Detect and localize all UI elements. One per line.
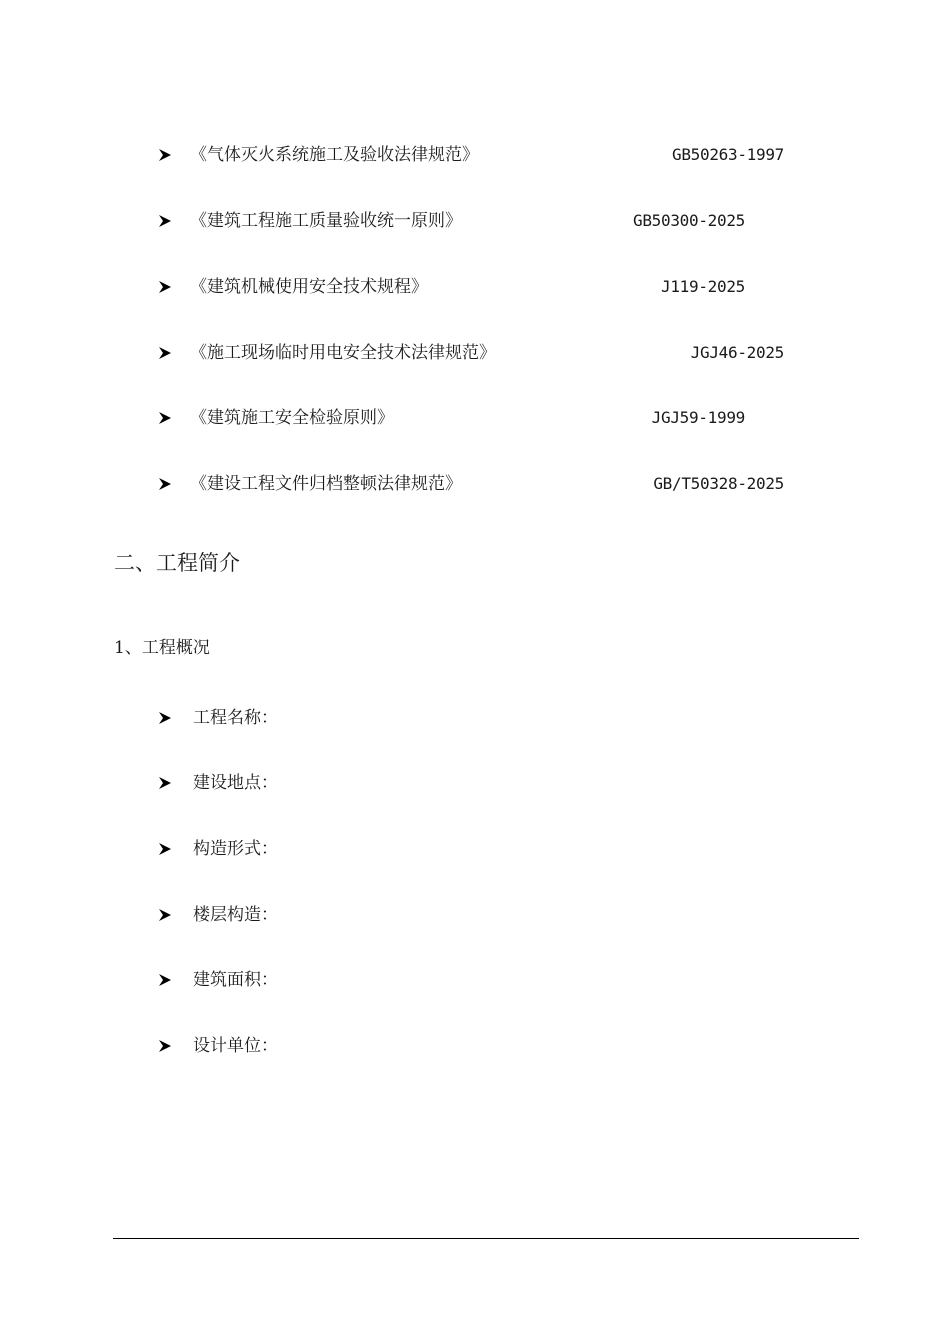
standard-item bbox=[0, 209, 950, 239]
project-field bbox=[0, 771, 950, 801]
field-label: 楼层构造： bbox=[193, 905, 278, 925]
field-label: 建设地点： bbox=[193, 773, 278, 793]
standard-code: GB50263-1997 bbox=[672, 145, 784, 164]
standard-code: JGJ59-1999 bbox=[651, 408, 745, 427]
standard-title: 《建筑机械使用安全技术规程》 bbox=[190, 277, 428, 297]
arrow-bullet-icon bbox=[158, 280, 172, 294]
arrow-bullet-icon bbox=[158, 477, 172, 491]
standard-code: GB/T50328-2025 bbox=[653, 474, 784, 493]
project-field bbox=[0, 1034, 950, 1064]
standard-item bbox=[0, 406, 950, 436]
standard-item bbox=[0, 143, 950, 173]
arrow-bullet-icon bbox=[158, 908, 172, 922]
field-label: 建筑面积： bbox=[193, 970, 278, 990]
project-field bbox=[0, 837, 950, 867]
arrow-bullet-icon bbox=[158, 346, 172, 360]
standard-item bbox=[0, 275, 950, 305]
project-field bbox=[0, 968, 950, 998]
field-label: 设计单位： bbox=[193, 1036, 278, 1056]
standard-item bbox=[0, 341, 950, 371]
arrow-bullet-icon bbox=[158, 842, 172, 856]
arrow-bullet-icon bbox=[158, 973, 172, 987]
standard-title: 《建筑工程施工质量验收统一原则》 bbox=[190, 211, 462, 231]
standard-item bbox=[0, 472, 950, 502]
section-heading: 二、工程简介 bbox=[114, 551, 240, 575]
standard-title: 《建设工程文件归档整顿法律规范》 bbox=[190, 474, 462, 494]
standard-title: 《施工现场临时用电安全技术法律规范》 bbox=[190, 343, 496, 363]
arrow-bullet-icon bbox=[158, 711, 172, 725]
standard-code: J119-2025 bbox=[661, 277, 745, 296]
arrow-bullet-icon bbox=[158, 214, 172, 228]
standard-title: 《气体灭火系统施工及验收法律规范》 bbox=[190, 145, 479, 165]
project-field bbox=[0, 706, 950, 736]
subsection-heading: 1、工程概况 bbox=[114, 638, 210, 658]
standard-title: 《建筑施工安全检验原则》 bbox=[190, 408, 394, 428]
arrow-bullet-icon bbox=[158, 411, 172, 425]
arrow-bullet-icon bbox=[158, 148, 172, 162]
field-label: 构造形式： bbox=[193, 839, 278, 859]
field-label: 工程名称： bbox=[193, 708, 278, 728]
footer-divider bbox=[113, 1238, 859, 1239]
arrow-bullet-icon bbox=[158, 776, 172, 790]
standard-code: GB50300-2025 bbox=[633, 211, 745, 230]
standard-code: JGJ46-2025 bbox=[690, 343, 784, 362]
project-field bbox=[0, 903, 950, 933]
arrow-bullet-icon bbox=[158, 1039, 172, 1053]
